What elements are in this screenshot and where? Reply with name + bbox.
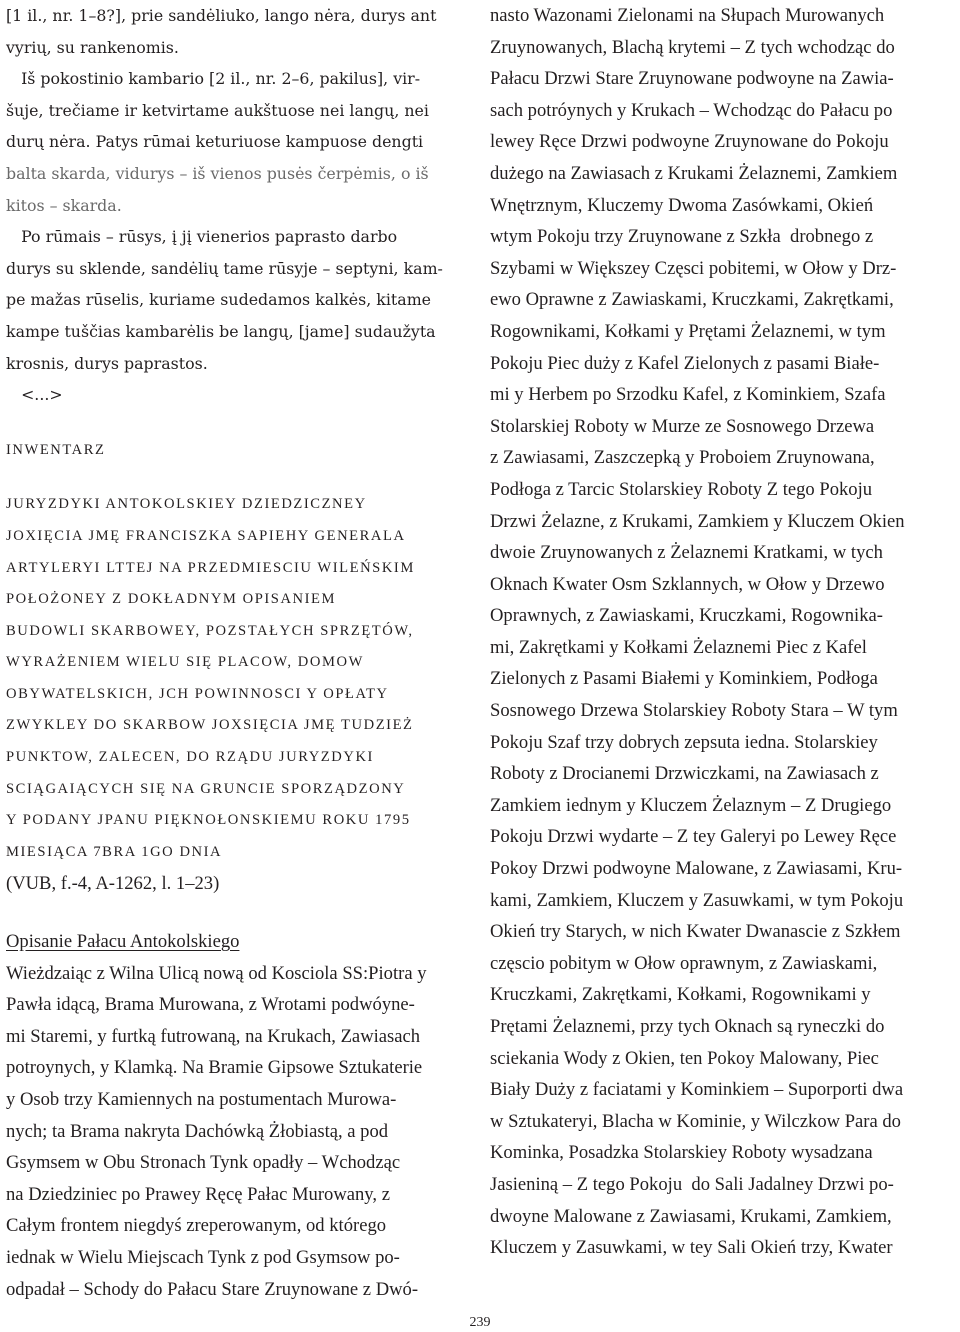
text-line: balta skarda, vidurys – iš vienos pusės čerpėmis, o iš [6, 163, 429, 183]
text-line: Pawła idącą, Brama Murowana, z Wrotami podwóyne- [6, 994, 415, 1016]
text-line: dużego na Zawiasach z Krukami Żelaznemi, Zamkiem [490, 162, 898, 184]
title-line: ARTYLERYI LTTEJ NA PRZEDMIESCIU WILEŃSKIM [6, 559, 415, 576]
inwentarz-heading: INWENTARZ [6, 441, 106, 458]
text-line: kami, Zamkiem, Kluczem y Zasuwkami, w tym Pokoju [490, 889, 904, 911]
text-line: sciekania Wody z Okien, ten Pokoy Malowany, Piec [490, 1047, 879, 1069]
text-line: mi, Zakrętkami y Kołkami Żelaznemi Piec z Kafel [490, 636, 867, 658]
text-line: [1 il., nr. 1–8?], prie sandėliuko, lango nėra, durys ant [6, 6, 437, 25]
text-line: nych; ta Brama nakryta Dachówką Żłobiastą, a pod [6, 1120, 389, 1142]
text-line: mi Staremi, y furtką futrowaną, na Krukach, Zawiasach [6, 1025, 421, 1047]
text-line: Roboty z Drocianemi Drzwiczkami, na Zawiasach z [490, 763, 879, 785]
text-line: durų nėra. Patys rūmai keturiuose kampuose dengti [6, 132, 424, 152]
title-line: JOXIĘCIA JMĘ FRANCISZKA SAPIEHY GENERALA [6, 527, 406, 544]
text-line: Drzwi Żelazne, z Krukami, Zamkiem y Kluczem Okien [490, 510, 905, 532]
text-line: krosnis, durys paprastos. [6, 353, 208, 373]
text-line: sach potróynych y Krukach – Wchodząc do Pałacu po [490, 99, 893, 121]
text-line: Iš pokostinio kambario [2 il., nr. 2–6, pakilus], vir- [6, 69, 421, 89]
title-line: PUNKTOW, ZALECEN, DO RZĄDU JURYZDYKI [6, 749, 374, 766]
text-line: potroynych, y Klamką. Na Bramie Gipsowe Sztukaterie [6, 1057, 423, 1079]
text-line: Pokoju Drzwi wydarte – Z tey Galeryi po Lewey Ręce [490, 826, 897, 848]
section-heading: Opisanie Pałacu Antokolskiego [6, 931, 240, 953]
text-line: Zielonych z Pasami Białemi y Kominkiem, Podłoga [490, 668, 878, 690]
text-line: dwoie Zruynowanych z Żelaznemi Kratkami, w tych [490, 542, 883, 564]
text-line: kitos – skarda. [6, 195, 122, 215]
title-line: MIESIĄCA 7BRA 1GO DNIA [6, 843, 223, 860]
title-line: WYRAŻENIEM WIELU SIĘ PLACOW, DOMOW [6, 654, 364, 671]
text-line: šuje, trečiame ir ketvirtame aukštuose nei langų, nei [6, 100, 429, 120]
text-line: <...> [6, 385, 63, 405]
text-line: dwoyne Malowane z Zawiasami, Krukami, Zamkiem, [490, 1205, 892, 1227]
lithuanian-text [6, 0, 468, 411]
text-line: Podłoga z Tarcic Stolarskiey Roboty Z tego Pokoju [490, 478, 873, 500]
right-column [490, 0, 960, 1264]
text-line: Oknach Kwater Osm Szklannych, w Ołow y Drzewo [490, 573, 885, 595]
text-line: Sosnowego Drzewa Stolarskiey Roboty Stara – W tym [490, 700, 898, 722]
text-line: z Zawiasami, Zaszczepką y Proboiem Zruynowana, [490, 447, 875, 469]
text-line: Wnętrznym, Kluczemy Dwoma Zasówkami, Okień [490, 194, 874, 216]
text-line: Gsymsem w Obu Stronach Tynk opadły – Wchodząc [6, 1152, 401, 1174]
text-line: Okień try Starych, w nich Kwater Dwanascie z Szkłem [490, 921, 901, 943]
text-line: nasto Wazonami Zielonami na Słupach Murowanych [490, 5, 885, 26]
title-line: JURYZDYKI ANTOKOLSKIEY DZIEDZICZNEY [6, 496, 367, 513]
text-line: Kluczem y Zasuwkami, w tey Sali Okień trzy, Kwater [490, 1237, 893, 1259]
title-line: SCIĄGAIĄCYCH SIĘ NA GRUNCIE SPORZĄDZONY [6, 780, 406, 797]
text-line: Prętami Żelaznemi, przy tych Oknach są ryneczki do [490, 1016, 885, 1037]
text-line: Pałacu Drzwi Stare Zruynowane podwoyne na Zawia- [490, 68, 894, 90]
text-line: częscio pobitym w Ołow oprawnym, z Zawiaskami, [490, 952, 878, 974]
text-line: ewo Oprawne z Zawiaskami, Kruczkami, Zakrętkami, [490, 289, 894, 311]
title-line: ZWYKLEY DO SKARBOW JOXSIĘCIA JMĘ TUDZIEŻ [6, 717, 414, 734]
page-number: 239 [469, 1315, 491, 1330]
text-line: y Osob trzy Kamiennych na postumentach Murowa- [6, 1089, 397, 1110]
text-line: Szybami w Większey Częsci pobitemi, w Ołow y Drz- [490, 257, 897, 279]
text-line: iednak w Wielu Miejscach Tynk z pod Gsymsow po- [6, 1246, 400, 1268]
source-reference: (VUB, f.-4, A-1262, l. 1–23) [6, 873, 220, 895]
text-line: odpadał – Schody do Pałacu Stare Zruynowane z Dwó- [6, 1278, 419, 1300]
text-line: lewey Ręce Drzwi podwoyne Zruynowane do Pokoju [490, 131, 889, 153]
text-line: Kominka, Posadzka Stolarskiey Roboty wysadzana [490, 1142, 873, 1164]
text-line: Jasieniną – Z tego Pokoju do Sali Jadalney Drzwi po- [490, 1173, 894, 1195]
text-line: Rogownikami, Kołkami y Prętami Żelaznemi, w tym [490, 320, 886, 342]
polish-body-text [6, 958, 468, 1306]
text-line: wtym Pokoju trzy Zruynowane z Szkła drobnego z [490, 226, 874, 248]
inventory-title [6, 489, 468, 868]
title-line: OBYWATELSKICH, JCH POWINNOSCI Y OPŁATY [6, 685, 389, 702]
text-line: Kruczkami, Zakrętkami, Kołkami, Rogownikami y [490, 984, 871, 1006]
text-line: Zruynowanych, Blachą krytemi – Z tych wchodząc do [490, 36, 895, 58]
text-line: Po rūmais – rūsys, į jį vienerios paprasto darbo [6, 227, 398, 247]
title-line: BUDOWLI SKARBOWEY, POZSTAŁYCH SPRZĘTÓW, [6, 622, 414, 639]
text-line: Pokoju Piec duży z Kafel Zielonych z pasami Białe- [490, 352, 880, 374]
text-line: pe mažas rūselis, kuriame sudedamos kalkės, kitame [6, 290, 432, 310]
text-line: kampe tuščias kambarėlis be langų, [jame] sudaužyta [6, 321, 436, 341]
left-column [6, 0, 468, 1305]
text-line: Stolarskiej Roboty w Murze ze Sosnowego Drzewa [490, 415, 875, 437]
text-line: durys su sklende, sandėlių tame rūsyje – septyni, kam- [6, 258, 443, 278]
text-line: Oprawnych, z Zawiaskami, Kruczkami, Rogownika- [490, 605, 883, 627]
text-line: Całym frontem niegdyś zreperowanym, od którego [6, 1215, 387, 1237]
text-line: mi y Herbem po Srzodku Kafel, z Kominkiem, Szafa [490, 384, 886, 406]
text-line: Pokoju Szaf trzy dobrych zepsuta iedna. Stolarskiey [490, 731, 878, 753]
text-line: Zamkiem iednym y Kluczem Żelaznym – Z Drugiego [490, 794, 892, 816]
text-line: vyrių, su rankenomis. [6, 37, 179, 57]
text-line: na Dziedziniec po Prawey Ręcę Pałac Murowany, z [6, 1183, 390, 1205]
title-line: POŁOŻONEY Z DOKŁADNYM OPISANIEM [6, 591, 337, 608]
text-line: Biały Duży z faciatami y Kominkiem – Suporporti dwa [490, 1079, 904, 1101]
text-line: Pokoy Drzwi podwoyne Malowane, z Zawiasami, Kru- [490, 858, 903, 880]
title-line: Y PODANY JPANU PIĘKNOŁONSKIEMU ROKU 1795 [6, 812, 411, 829]
text-line: w Sztukateryi, Blacha w Kominie, y Wilczkow Para do [490, 1110, 901, 1132]
text-line: Wieżdzaiąc z Wilna Ulicą nową od Kosciola SS:Piotra y [6, 962, 427, 984]
